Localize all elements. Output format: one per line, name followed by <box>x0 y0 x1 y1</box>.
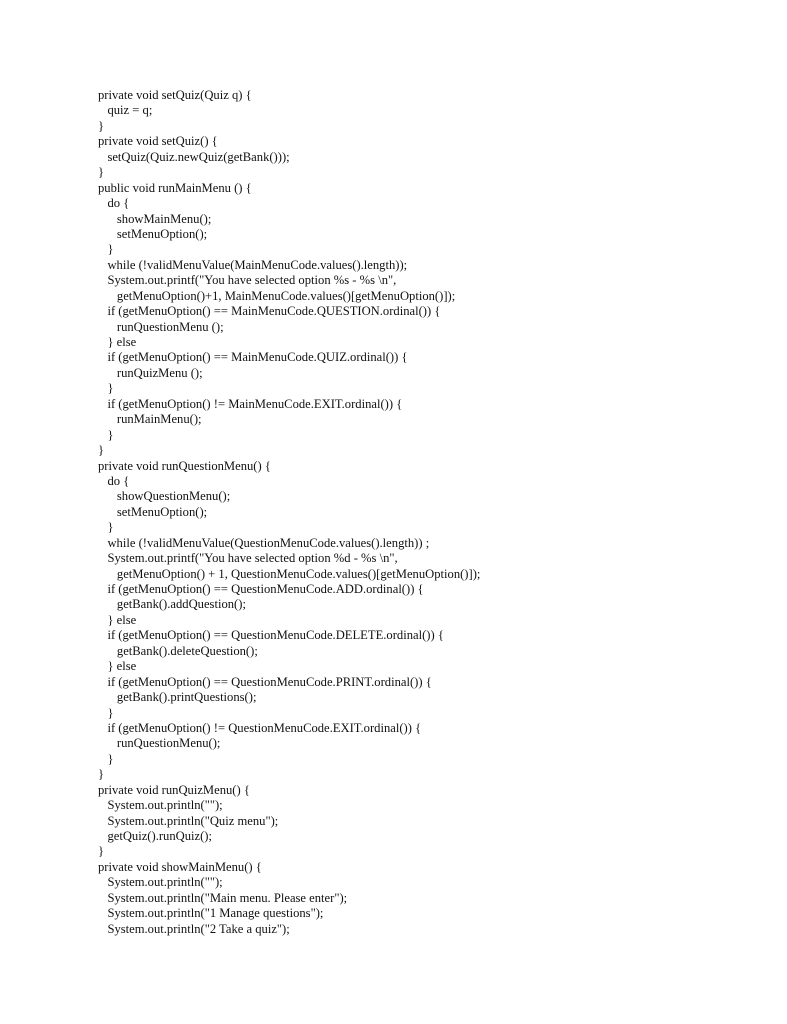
code-line: while (!validMenuValue(MainMenuCode.values().length)); <box>98 257 408 272</box>
code-line: System.out.println("Main menu. Please enter"); <box>98 890 348 905</box>
code-line: showQuestionMenu(); <box>98 489 231 504</box>
code-line: while (!validMenuValue(QuestionMenuCode.values().length)) ; <box>98 535 430 550</box>
code-line: } else <box>98 659 137 674</box>
code-line: } <box>98 118 105 133</box>
code-line: runQuestionMenu(); <box>98 736 221 751</box>
code-line: private void setQuiz(Quiz q) { <box>98 88 252 102</box>
code-line: private void runQuestionMenu() { <box>98 458 271 473</box>
code-line: System.out.printf("You have selected option %s - %s \n", <box>98 273 397 288</box>
code-line: public void runMainMenu () { <box>98 180 252 195</box>
code-line: System.out.println(""); <box>98 798 223 813</box>
code-line: if (getMenuOption() == QuestionMenuCode.PRINT.ordinal()) { <box>98 674 432 689</box>
code-line: } else <box>98 335 137 349</box>
code-line: System.out.println("2 Take a quiz"); <box>98 921 290 936</box>
code-line: setMenuOption(); <box>98 226 208 241</box>
code-line: } <box>98 165 105 180</box>
code-line: do { <box>98 196 130 211</box>
code-line: setMenuOption(); <box>98 504 208 519</box>
code-line: if (getMenuOption() == MainMenuCode.QUESTION.ordinal()) { <box>98 304 441 319</box>
code-line: do { <box>98 473 130 488</box>
code-line: } <box>98 767 105 782</box>
code-line: System.out.printf("You have selected option %d - %s \n", <box>98 551 398 566</box>
code-line: if (getMenuOption() == QuestionMenuCode.DELETE.ordinal()) { <box>98 628 444 643</box>
code-line: } <box>98 242 114 257</box>
code-line: } <box>98 443 105 458</box>
code-line: private void showMainMenu() { <box>98 859 262 874</box>
code-line: getBank().addQuestion(); <box>98 597 246 612</box>
code-line: runQuestionMenu (); <box>98 319 224 334</box>
code-line: if (getMenuOption() == QuestionMenuCode.ADD.ordinal()) { <box>98 582 424 596</box>
code-line: } else <box>98 612 137 627</box>
code-line: private void setQuiz() { <box>98 134 218 149</box>
code-line: runMainMenu(); <box>98 412 202 427</box>
code-line: } <box>98 751 114 766</box>
code-line: System.out.println(""); <box>98 875 223 890</box>
code-line: if (getMenuOption() != MainMenuCode.EXIT.ordinal()) { <box>98 396 403 411</box>
code-line: getMenuOption() + 1, QuestionMenuCode.values()[getMenuOption()]); <box>98 566 481 581</box>
code-listing <box>98 88 758 937</box>
code-line: if (getMenuOption() != QuestionMenuCode.EXIT.ordinal()) { <box>98 720 422 735</box>
code-line: getBank().printQuestions(); <box>98 690 257 705</box>
code-line: getMenuOption()+1, MainMenuCode.values()[getMenuOption()]); <box>98 288 456 303</box>
code-line: getQuiz().runQuiz(); <box>98 829 213 843</box>
code-line: System.out.println("1 Manage questions"); <box>98 906 324 921</box>
code-line: } <box>98 520 114 535</box>
code-line: } <box>98 381 114 396</box>
code-line: showMainMenu(); <box>98 211 212 226</box>
code-line: System.out.println("Quiz menu"); <box>98 813 279 828</box>
code-line: } <box>98 427 114 442</box>
code-line: } <box>98 705 114 720</box>
code-line: getBank().deleteQuestion(); <box>98 643 258 658</box>
code-line: setQuiz(Quiz.newQuiz(getBank())); <box>98 149 290 164</box>
code-line: private void runQuizMenu() { <box>98 782 250 797</box>
code-line: if (getMenuOption() == MainMenuCode.QUIZ.ordinal()) { <box>98 350 408 365</box>
code-line: runQuizMenu (); <box>98 365 203 380</box>
code-line: } <box>98 844 105 859</box>
code-line: quiz = q; <box>98 103 153 118</box>
